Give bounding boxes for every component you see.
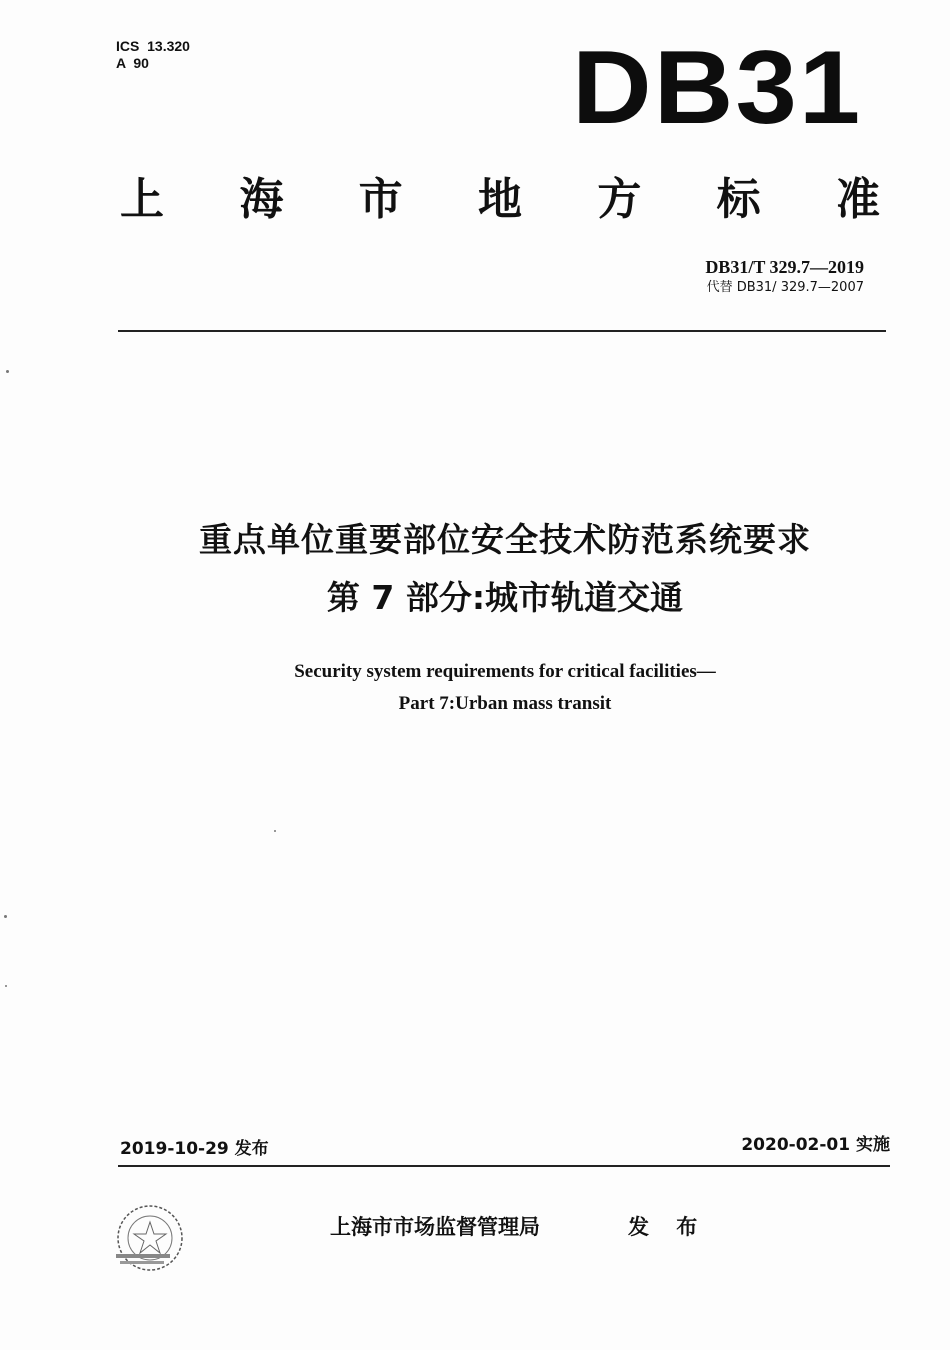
publisher-name: 上海市市场监督管理局 [330, 1215, 540, 1239]
chinese-title-line-1: 重点单位重要部位安全技术防范系统要求 [199, 520, 811, 559]
english-title-line-1: Security system requirements for critical facilities— [294, 661, 716, 682]
scan-speck [274, 830, 276, 832]
standard-type-char: 方 [597, 174, 642, 225]
ics-code: ICS 13.320 [116, 38, 190, 54]
ccs-code: A 90 [116, 55, 149, 71]
standard-type-char: 市 [358, 174, 403, 225]
implementation-date: 2020-02-01 实施 [741, 1135, 890, 1155]
publish-action: 发 布 [628, 1215, 708, 1239]
standard-number: DB31/T 329.7—2019 [705, 257, 864, 277]
english-title-line-2: Part 7:Urban mass transit [398, 693, 612, 714]
scan-speck [4, 915, 7, 918]
scan-speck [5, 985, 7, 987]
standard-type-char: 地 [477, 174, 522, 225]
standard-type-heading [120, 170, 880, 230]
replaces-standard: 代替 DB31/ 329.7—2007 [706, 280, 864, 295]
issue-date: 2019-10-29 发布 [120, 1139, 269, 1159]
classification-codes [116, 38, 190, 72]
header-divider [118, 330, 886, 332]
issuer-seal-stamp [110, 1198, 190, 1278]
db31-logo: DB31 [572, 30, 863, 146]
standard-type-char: 标 [716, 174, 761, 225]
standard-type-char: 准 [835, 174, 880, 225]
footer-divider [118, 1165, 890, 1167]
standard-type-char: 上 [120, 174, 164, 225]
scan-speck [6, 370, 9, 373]
standard-type-char: 海 [239, 174, 284, 225]
chinese-title-line-2: 第 7 部分:城市轨道交通 [326, 578, 684, 617]
